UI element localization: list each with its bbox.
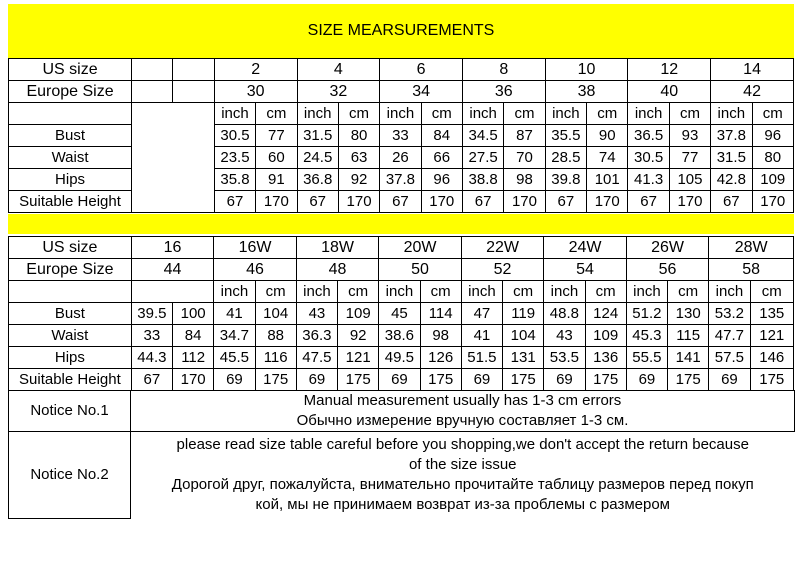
unit-inch: inch: [214, 103, 255, 125]
value-inch: 69: [544, 369, 585, 391]
unit-cm: cm: [338, 103, 379, 125]
value-cm: 104: [255, 303, 296, 325]
yellow-divider: [8, 214, 794, 234]
value-cm: 116: [255, 347, 296, 369]
unit-cm: cm: [752, 103, 794, 125]
value-inch: 26: [380, 147, 421, 169]
notice-1-label: Notice No.1: [9, 391, 131, 432]
measure-row-height: [9, 369, 794, 391]
europe-size-row: [9, 259, 794, 281]
notice-1-en: Manual measurement usually has 1-3 cm errors: [303, 392, 622, 409]
value-inch: 67: [462, 191, 503, 213]
unit-cm: cm: [421, 103, 462, 125]
value-cm: 96: [752, 125, 794, 147]
value-cm: 63: [338, 147, 379, 169]
empty-block: [132, 103, 215, 213]
value-inch: 41: [214, 303, 255, 325]
value-inch: 69: [379, 369, 420, 391]
value-cm: 170: [256, 191, 297, 213]
unit-cm: cm: [503, 281, 544, 303]
value-cm: 92: [338, 169, 379, 191]
empty-cell: [173, 59, 214, 81]
value-inch: 49.5: [379, 347, 420, 369]
value-inch: 39.8: [545, 169, 586, 191]
value-cm: 80: [338, 125, 379, 147]
us-size-cell: 4: [297, 59, 380, 81]
europe-size-cell: 44: [131, 259, 214, 281]
value-inch: 53.2: [709, 303, 750, 325]
value-cm: 60: [256, 147, 297, 169]
value-inch: 36.3: [296, 325, 337, 347]
row-label: Bust: [9, 303, 132, 325]
value-inch: 48.8: [544, 303, 585, 325]
value-inch: 23.5: [214, 147, 255, 169]
value-inch: 69: [296, 369, 337, 391]
value-cm: 77: [669, 147, 710, 169]
value-inch: 28.5: [545, 147, 586, 169]
value-cm: 175: [420, 369, 461, 391]
value-cm: 170: [173, 369, 214, 391]
row-label: Bust: [9, 125, 132, 147]
value-cm: 175: [585, 369, 626, 391]
value-inch: 47: [461, 303, 502, 325]
unit-cm: cm: [338, 281, 379, 303]
value-inch: 41: [461, 325, 502, 347]
value-inch: 67: [380, 191, 421, 213]
value-inch: 67: [711, 191, 752, 213]
us-size-label: US size: [9, 59, 132, 81]
empty-cell: [9, 103, 132, 125]
notice-2-text: [131, 432, 795, 519]
value-cm: 131: [503, 347, 544, 369]
value-inch: 67: [297, 191, 338, 213]
value-cm: 100: [173, 303, 214, 325]
value-cm: 88: [255, 325, 296, 347]
unit-row: [9, 103, 794, 125]
value-inch: 51.5: [461, 347, 502, 369]
value-cm: 74: [587, 147, 628, 169]
europe-size-cell: 32: [297, 81, 380, 103]
value-cm: 175: [750, 369, 793, 391]
us-size-row: [9, 237, 794, 259]
unit-inch: inch: [628, 103, 669, 125]
us-size-cell: 16W: [214, 237, 297, 259]
value-cm: 124: [585, 303, 626, 325]
us-size-cell: 8: [462, 59, 545, 81]
value-inch: 69: [461, 369, 502, 391]
value-inch: 43: [544, 325, 585, 347]
value-cm: 77: [256, 125, 297, 147]
value-inch: 27.5: [462, 147, 503, 169]
unit-inch: inch: [297, 103, 338, 125]
measure-row-waist: [9, 325, 794, 347]
value-inch: 37.8: [380, 169, 421, 191]
unit-cm: cm: [255, 281, 296, 303]
value-inch: 45.3: [626, 325, 667, 347]
value-cm: 126: [420, 347, 461, 369]
value-cm: 92: [338, 325, 379, 347]
value-cm: 98: [420, 325, 461, 347]
europe-size-cell: 40: [628, 81, 711, 103]
empty-cell: [131, 281, 214, 303]
us-size-cell: 14: [711, 59, 794, 81]
europe-size-cell: 56: [626, 259, 709, 281]
value-cm: 109: [752, 169, 794, 191]
us-size-row: [9, 59, 794, 81]
value-cm: 84: [173, 325, 214, 347]
value-cm: 170: [587, 191, 628, 213]
measure-row-height: [9, 191, 794, 213]
unit-inch: inch: [380, 103, 421, 125]
value-cm: 87: [504, 125, 545, 147]
us-size-cell: 18W: [296, 237, 379, 259]
value-inch: 69: [709, 369, 750, 391]
value-inch: 67: [131, 369, 172, 391]
notice-1-text: [131, 391, 795, 432]
us-size-cell: 2: [214, 59, 297, 81]
value-inch: 31.5: [711, 147, 752, 169]
unit-cm: cm: [669, 103, 710, 125]
unit-cm: cm: [504, 103, 545, 125]
size-table-regular: [8, 58, 794, 213]
notice-1-row: [9, 391, 795, 432]
measure-row-hips: [9, 347, 794, 369]
europe-size-cell: 58: [709, 259, 794, 281]
page-title: SIZE MEARSUREMENTS: [307, 22, 495, 39]
value-inch: 34.5: [462, 125, 503, 147]
title-banner: [8, 4, 794, 58]
unit-inch: inch: [545, 103, 586, 125]
value-inch: 55.5: [626, 347, 667, 369]
value-inch: 51.2: [626, 303, 667, 325]
unit-inch: inch: [462, 103, 503, 125]
value-cm: 170: [669, 191, 710, 213]
notice-2-en-2: of the size issue: [408, 456, 517, 474]
notice-2-ru-1: Дорогой друг, пожалуйста, внимательно прочитайте таблицу размеров перед покуп: [171, 476, 754, 494]
value-cm: 141: [668, 347, 709, 369]
value-cm: 114: [420, 303, 461, 325]
us-size-cell: 22W: [461, 237, 544, 259]
empty-cell: [132, 59, 173, 81]
unit-inch: inch: [379, 281, 420, 303]
value-inch: 33: [131, 325, 172, 347]
value-inch: 42.8: [711, 169, 752, 191]
value-inch: 67: [628, 191, 669, 213]
value-cm: 170: [504, 191, 545, 213]
value-cm: 93: [669, 125, 710, 147]
notice-2-en-1: please read size table careful before you shopping,we don't accept the return because: [176, 436, 749, 454]
unit-cm: cm: [750, 281, 793, 303]
value-inch: 45: [379, 303, 420, 325]
value-inch: 53.5: [544, 347, 585, 369]
europe-size-cell: 48: [296, 259, 379, 281]
value-cm: 175: [255, 369, 296, 391]
row-label: Hips: [9, 169, 132, 191]
value-inch: 67: [545, 191, 586, 213]
notice-2-ru-2: кой, мы не принимаем возврат из-за проблемы с размером: [255, 496, 670, 514]
europe-size-cell: 30: [214, 81, 297, 103]
measure-row-hips: [9, 169, 794, 191]
europe-size-row: [9, 81, 794, 103]
value-cm: 115: [668, 325, 709, 347]
value-inch: 30.5: [628, 147, 669, 169]
us-size-cell: 28W: [709, 237, 794, 259]
europe-size-cell: 54: [544, 259, 627, 281]
value-inch: 35.8: [214, 169, 255, 191]
value-inch: 47.5: [296, 347, 337, 369]
us-size-cell: 6: [380, 59, 463, 81]
row-label: Suitable Height: [9, 369, 132, 391]
value-cm: 175: [668, 369, 709, 391]
value-inch: 38.6: [379, 325, 420, 347]
notices-table: [8, 390, 795, 519]
value-inch: 47.7: [709, 325, 750, 347]
measure-row-waist: [9, 147, 794, 169]
value-cm: 109: [585, 325, 626, 347]
europe-size-cell: 42: [711, 81, 794, 103]
unit-cm: cm: [585, 281, 626, 303]
value-inch: 34.7: [214, 325, 255, 347]
empty-cell: [173, 81, 214, 103]
notice-1-ru: Обычно измерение вручную составляет 1-3 см.: [296, 412, 629, 429]
value-inch: 37.8: [711, 125, 752, 147]
value-cm: 98: [504, 169, 545, 191]
unit-inch: inch: [626, 281, 667, 303]
unit-inch: inch: [296, 281, 337, 303]
row-label: Waist: [9, 147, 132, 169]
value-inch: 36.5: [628, 125, 669, 147]
value-cm: 136: [585, 347, 626, 369]
value-inch: 41.3: [628, 169, 669, 191]
value-cm: 175: [503, 369, 544, 391]
us-size-cell: 26W: [626, 237, 709, 259]
value-inch: 33: [380, 125, 421, 147]
value-cm: 121: [750, 325, 793, 347]
us-size-cell: 10: [545, 59, 628, 81]
measure-row-bust: [9, 125, 794, 147]
value-cm: 105: [669, 169, 710, 191]
value-inch: 69: [214, 369, 255, 391]
empty-cell: [9, 281, 132, 303]
value-inch: 38.8: [462, 169, 503, 191]
value-inch: 45.5: [214, 347, 255, 369]
unit-inch: inch: [461, 281, 502, 303]
row-label: Hips: [9, 347, 132, 369]
value-inch: 44.3: [131, 347, 172, 369]
value-cm: 96: [421, 169, 462, 191]
us-size-cell: 16: [131, 237, 214, 259]
row-label: Suitable Height: [9, 191, 132, 213]
value-inch: 39.5: [131, 303, 172, 325]
europe-size-cell: 50: [379, 259, 462, 281]
value-cm: 109: [338, 303, 379, 325]
value-inch: 67: [214, 191, 255, 213]
value-inch: 36.8: [297, 169, 338, 191]
value-inch: 24.5: [297, 147, 338, 169]
unit-cm: cm: [256, 103, 297, 125]
value-cm: 170: [421, 191, 462, 213]
value-cm: 170: [338, 191, 379, 213]
europe-size-cell: 52: [461, 259, 544, 281]
unit-cm: cm: [587, 103, 628, 125]
value-cm: 175: [338, 369, 379, 391]
value-cm: 119: [503, 303, 544, 325]
unit-inch: inch: [544, 281, 585, 303]
unit-cm: cm: [420, 281, 461, 303]
value-cm: 84: [421, 125, 462, 147]
value-cm: 90: [587, 125, 628, 147]
value-inch: 30.5: [214, 125, 255, 147]
value-cm: 170: [752, 191, 794, 213]
value-cm: 135: [750, 303, 793, 325]
unit-inch: inch: [711, 103, 752, 125]
value-inch: 43: [296, 303, 337, 325]
value-cm: 146: [750, 347, 793, 369]
unit-cm: cm: [668, 281, 709, 303]
value-cm: 66: [421, 147, 462, 169]
value-cm: 70: [504, 147, 545, 169]
unit-inch: inch: [214, 281, 255, 303]
europe-size-label: Europe Size: [9, 259, 132, 281]
us-size-cell: 20W: [379, 237, 462, 259]
unit-row: [9, 281, 794, 303]
europe-size-cell: 36: [462, 81, 545, 103]
row-label: Waist: [9, 325, 132, 347]
value-cm: 121: [338, 347, 379, 369]
us-size-cell: 24W: [544, 237, 627, 259]
value-cm: 101: [587, 169, 628, 191]
europe-size-cell: 34: [380, 81, 463, 103]
measure-row-bust: [9, 303, 794, 325]
value-cm: 80: [752, 147, 794, 169]
size-table-plus: [8, 236, 794, 391]
empty-cell: [132, 81, 173, 103]
value-cm: 104: [503, 325, 544, 347]
value-cm: 91: [256, 169, 297, 191]
us-size-label: US size: [9, 237, 132, 259]
europe-size-cell: 46: [214, 259, 297, 281]
value-inch: 57.5: [709, 347, 750, 369]
europe-size-label: Europe Size: [9, 81, 132, 103]
value-inch: 69: [626, 369, 667, 391]
unit-inch: inch: [709, 281, 750, 303]
value-cm: 112: [173, 347, 214, 369]
notice-2-label: Notice No.2: [9, 432, 131, 519]
europe-size-cell: 38: [545, 81, 628, 103]
us-size-cell: 12: [628, 59, 711, 81]
notice-2-row: [9, 432, 795, 519]
value-inch: 31.5: [297, 125, 338, 147]
value-inch: 35.5: [545, 125, 586, 147]
value-cm: 130: [668, 303, 709, 325]
